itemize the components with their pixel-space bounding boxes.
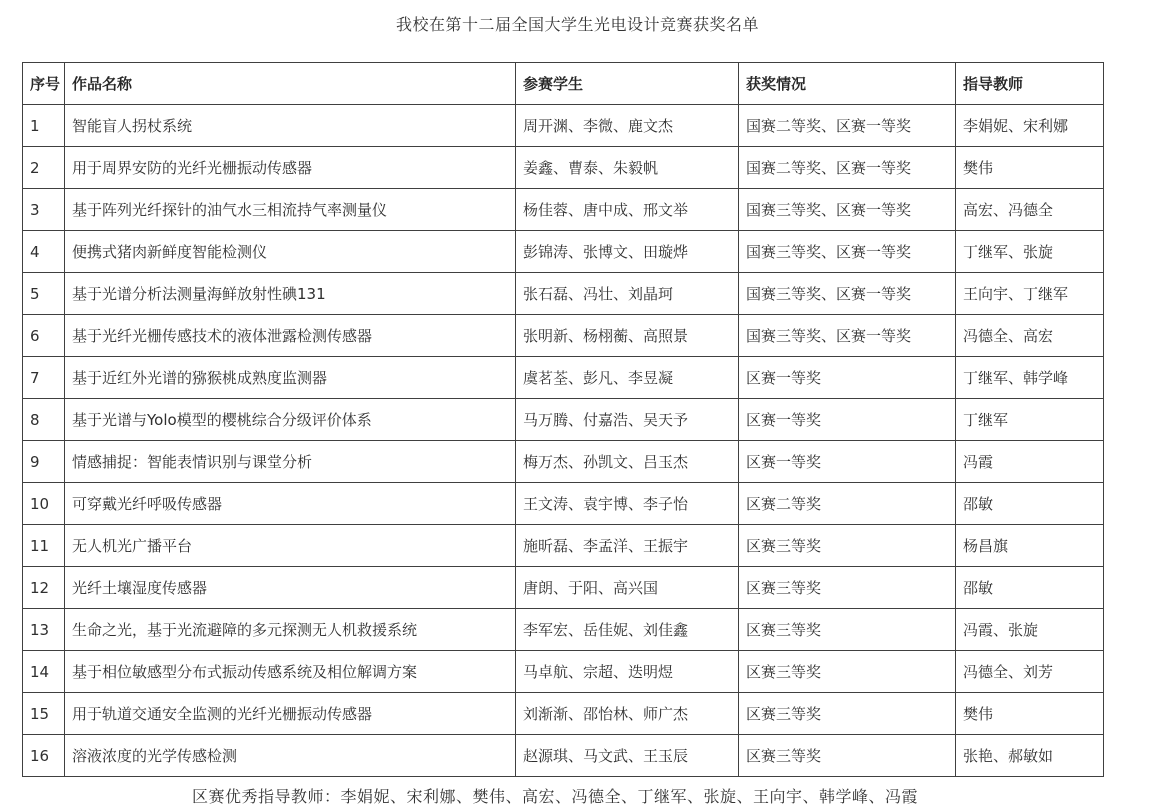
cell-work-name: 基于光纤光栅传感技术的液体泄露检测传感器 <box>65 315 516 357</box>
cell-serial: 4 <box>23 231 65 273</box>
cell-teachers: 冯德全、高宏 <box>956 315 1104 357</box>
cell-students: 张明新、杨栩蘅、高照景 <box>516 315 739 357</box>
table-row <box>23 441 1104 483</box>
column-header-serial: 序号 <box>23 63 65 105</box>
table-row <box>23 693 1104 735</box>
footer-note: 区赛优秀指导教师：李娟妮、宋利娜、樊伟、高宏、冯德全、丁继军、张旋、王向宇、韩学峰、冯霞 <box>191 787 918 806</box>
table-row <box>23 147 1104 189</box>
table-row <box>23 189 1104 231</box>
cell-award: 区赛一等奖 <box>739 399 956 441</box>
cell-award: 国赛三等奖、区赛一等奖 <box>739 231 956 273</box>
cell-serial: 1 <box>23 105 65 147</box>
cell-teachers: 高宏、冯德全 <box>956 189 1104 231</box>
table-row <box>23 231 1104 273</box>
cell-work-name: 无人机光广播平台 <box>65 525 516 567</box>
cell-award: 国赛三等奖、区赛一等奖 <box>739 315 956 357</box>
cell-award: 国赛二等奖、区赛一等奖 <box>739 147 956 189</box>
column-header-teachers: 指导教师 <box>956 63 1104 105</box>
cell-students: 杨佳蓉、唐中成、邢文举 <box>516 189 739 231</box>
cell-teachers: 邵敏 <box>956 567 1104 609</box>
cell-award: 区赛二等奖 <box>739 483 956 525</box>
table-row <box>23 567 1104 609</box>
column-header-work-name: 作品名称 <box>65 63 516 105</box>
cell-work-name: 可穿戴光纤呼吸传感器 <box>65 483 516 525</box>
cell-serial: 9 <box>23 441 65 483</box>
cell-award: 区赛三等奖 <box>739 735 956 777</box>
cell-work-name: 基于相位敏感型分布式振动传感系统及相位解调方案 <box>65 651 516 693</box>
cell-work-name: 用于轨道交通安全监测的光纤光栅振动传感器 <box>65 693 516 735</box>
cell-award: 国赛三等奖、区赛一等奖 <box>739 273 956 315</box>
cell-work-name: 光纤土壤湿度传感器 <box>65 567 516 609</box>
cell-serial: 14 <box>23 651 65 693</box>
cell-award: 区赛一等奖 <box>739 357 956 399</box>
awards-table <box>22 62 1104 777</box>
table-row <box>23 735 1104 777</box>
cell-teachers: 丁继军 <box>956 399 1104 441</box>
table-row <box>23 273 1104 315</box>
cell-students: 唐朗、于阳、高兴国 <box>516 567 739 609</box>
cell-teachers: 王向宇、丁继军 <box>956 273 1104 315</box>
cell-serial: 5 <box>23 273 65 315</box>
cell-work-name: 基于阵列光纤探针的油气水三相流持气率测量仪 <box>65 189 516 231</box>
cell-work-name: 用于周界安防的光纤光栅振动传感器 <box>65 147 516 189</box>
cell-teachers: 樊伟 <box>956 693 1104 735</box>
cell-teachers: 李娟妮、宋利娜 <box>956 105 1104 147</box>
cell-award: 区赛三等奖 <box>739 525 956 567</box>
awards-table-body <box>23 105 1104 777</box>
cell-serial: 7 <box>23 357 65 399</box>
table-row <box>23 105 1104 147</box>
cell-teachers: 丁继军、张旋 <box>956 231 1104 273</box>
cell-students: 赵源琪、马文武、王玉辰 <box>516 735 739 777</box>
cell-students: 姜鑫、曹泰、朱毅帆 <box>516 147 739 189</box>
cell-students: 周开渊、李微、鹿文杰 <box>516 105 739 147</box>
table-row <box>23 651 1104 693</box>
cell-award: 区赛三等奖 <box>739 651 956 693</box>
cell-students: 虞茗荃、彭凡、李昱凝 <box>516 357 739 399</box>
cell-award: 国赛三等奖、区赛一等奖 <box>739 189 956 231</box>
cell-work-name: 溶液浓度的光学传感检测 <box>65 735 516 777</box>
cell-work-name: 基于近红外光谱的猕猴桃成熟度监测器 <box>65 357 516 399</box>
table-row <box>23 315 1104 357</box>
cell-serial: 12 <box>23 567 65 609</box>
cell-teachers: 冯德全、刘芳 <box>956 651 1104 693</box>
cell-teachers: 邵敏 <box>956 483 1104 525</box>
header-row <box>23 63 1104 105</box>
cell-serial: 2 <box>23 147 65 189</box>
cell-teachers: 冯霞、张旋 <box>956 609 1104 651</box>
cell-teachers: 丁继军、韩学峰 <box>956 357 1104 399</box>
cell-students: 张石磊、冯壮、刘晶珂 <box>516 273 739 315</box>
table-row <box>23 483 1104 525</box>
cell-serial: 16 <box>23 735 65 777</box>
cell-award: 国赛二等奖、区赛一等奖 <box>739 105 956 147</box>
cell-serial: 10 <box>23 483 65 525</box>
cell-award: 区赛三等奖 <box>739 609 956 651</box>
cell-work-name: 生命之光，基于光流避障的多元探测无人机救援系统 <box>65 609 516 651</box>
cell-teachers: 杨昌旗 <box>956 525 1104 567</box>
cell-serial: 11 <box>23 525 65 567</box>
column-header-students: 参赛学生 <box>516 63 739 105</box>
cell-students: 彭锦涛、张博文、田璇烨 <box>516 231 739 273</box>
page-title: 我校在第十二届全国大学生光电设计竞赛获奖名单 <box>395 15 759 34</box>
cell-work-name: 基于光谱与Yolo模型的樱桃综合分级评价体系 <box>65 399 516 441</box>
cell-students: 王文涛、袁宇博、李子怡 <box>516 483 739 525</box>
table-row <box>23 525 1104 567</box>
cell-teachers: 樊伟 <box>956 147 1104 189</box>
cell-work-name: 便携式猪肉新鲜度智能检测仪 <box>65 231 516 273</box>
cell-serial: 13 <box>23 609 65 651</box>
cell-students: 施昕磊、李孟洋、王振宇 <box>516 525 739 567</box>
cell-students: 李军宏、岳佳妮、刘佳鑫 <box>516 609 739 651</box>
cell-award: 区赛三等奖 <box>739 693 956 735</box>
cell-serial: 3 <box>23 189 65 231</box>
cell-teachers: 张艳、郝敏如 <box>956 735 1104 777</box>
column-header-award: 获奖情况 <box>739 63 956 105</box>
table-row <box>23 357 1104 399</box>
cell-work-name: 情感捕捉：智能表情识别与课堂分析 <box>65 441 516 483</box>
cell-students: 马卓航、宗超、迭明煜 <box>516 651 739 693</box>
cell-serial: 8 <box>23 399 65 441</box>
cell-work-name: 智能盲人拐杖系统 <box>65 105 516 147</box>
cell-teachers: 冯霞 <box>956 441 1104 483</box>
cell-award: 区赛一等奖 <box>739 441 956 483</box>
cell-serial: 15 <box>23 693 65 735</box>
cell-award: 区赛三等奖 <box>739 567 956 609</box>
cell-students: 马万腾、付嘉浩、吴天予 <box>516 399 739 441</box>
table-row <box>23 609 1104 651</box>
cell-serial: 6 <box>23 315 65 357</box>
cell-students: 梅万杰、孙凯文、吕玉杰 <box>516 441 739 483</box>
cell-students: 刘渐渐、邵怡林、师广杰 <box>516 693 739 735</box>
table-row <box>23 399 1104 441</box>
cell-work-name: 基于光谱分析法测量海鲜放射性碘131 <box>65 273 516 315</box>
